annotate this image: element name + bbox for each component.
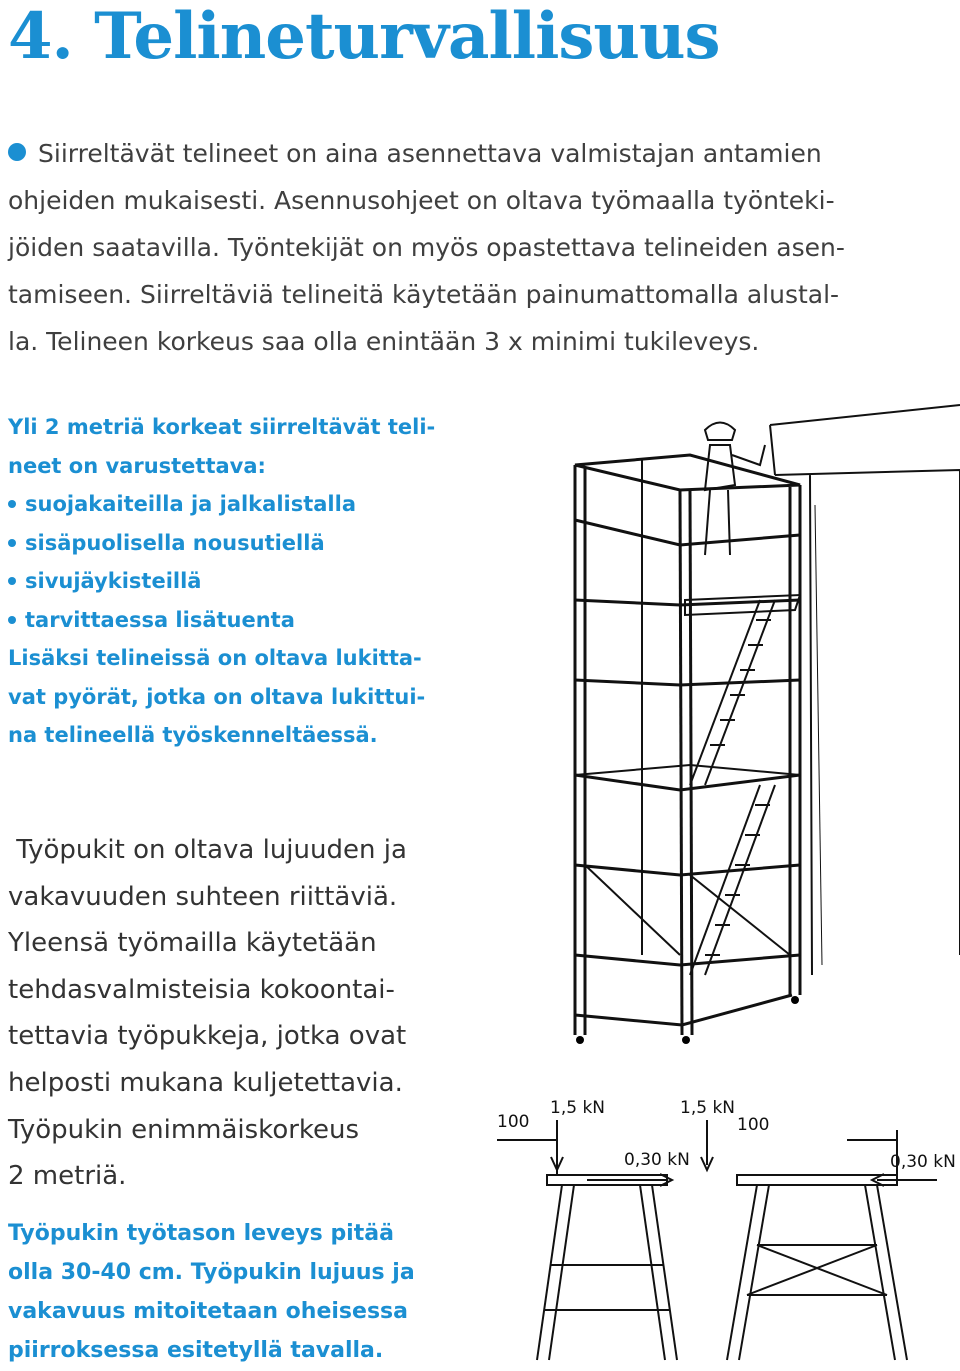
scaffold-after-3: na telineellä työskenneltäessä.: [8, 723, 378, 747]
scaffold-bullet-2: sisäpuolisella nousutiellä: [8, 524, 478, 563]
bullet-icon: [8, 616, 16, 624]
sawhorse-line-8: 2 metriä.: [8, 1161, 127, 1192]
sawhorse-line-6: helposti mukana kuljetettavia.: [8, 1067, 403, 1098]
note-line-3: vakavuus mitoitetaan oheisessa: [8, 1299, 408, 1324]
bullet-icon: [8, 577, 16, 585]
sawhorse-line-2: vakavuuden suhteen riittäviä.: [8, 881, 398, 912]
sawhorse-line-7: Työpukin enimmäiskorkeus: [8, 1114, 360, 1145]
sawhorse-line-3: Yleensä työmailla käytetään: [8, 928, 377, 959]
intro-line-5: la. Telineen korkeus saa olla enintään 3 x minimi tukileveys.: [8, 327, 760, 356]
right-dim-label: 100: [737, 1115, 770, 1135]
bullet-icon: [8, 500, 16, 508]
scaffold-bullet-3: sivujäykisteillä: [8, 562, 478, 601]
scaffold-lead-1: Yli 2 metriä korkeat siirreltävät teli-: [8, 415, 436, 439]
bullet-icon: [8, 143, 26, 161]
left-load-label: 1,5 kN: [550, 1098, 606, 1118]
sawhorse-width-note: [8, 1214, 488, 1370]
right-side-load-label: 0,30 kN: [890, 1152, 956, 1172]
left-dim-label: 100: [497, 1112, 530, 1132]
scaffold-after-2: vat pyörät, jotka on oltava lukittui-: [8, 684, 426, 709]
note-line-4: piirroksessa esitetyllä tavalla.: [8, 1338, 384, 1363]
intro-line-4: tamiseen. Siirreltäviä telineitä käytetään painumattomalla alustal-: [8, 280, 840, 309]
sawhorse-line-4: tehdasvalmisteisia kokoontai-: [8, 974, 395, 1005]
intro-line-2: ohjeiden mukaisesti. Asennusohjeet on oltava työmaalla työnteki-: [8, 186, 835, 215]
sawhorse-line-1: Työpukit on oltava lujuuden ja: [16, 835, 407, 865]
scaffold-after-1: Lisäksi telineissä on oltava lukitta-: [8, 646, 422, 670]
scaffold-lead-2: neet on varustettava:: [8, 453, 266, 478]
page-title: 4. Telineturvallisuus: [8, 0, 720, 74]
scaffold-illustration: [560, 395, 960, 1045]
sawhorse-load-diagram: [492, 1095, 960, 1365]
sawhorse-line-5: tettavia työpukkeja, jotka ovat: [8, 1021, 407, 1052]
bullet-icon: [8, 539, 16, 547]
intro-line-1: Siirreltävät telineet on aina asennettava valmistajan antamien: [8, 130, 958, 177]
scaffold-bullet-1: suojakaiteilla ja jalkalistalla: [8, 485, 478, 524]
intro-paragraph: [8, 130, 958, 365]
intro-line-3: jöiden saatavilla. Työntekijät on myös opastettava telineiden asen-: [8, 233, 845, 262]
left-side-load-label: 0,30 kN: [624, 1150, 690, 1170]
scaffold-requirements: [8, 408, 478, 755]
note-line-1: Työpukin työtason leveys pitää: [8, 1221, 394, 1246]
sawhorse-paragraph: [8, 827, 488, 1200]
note-line-2: olla 30-40 cm. Työpukin lujuus ja: [8, 1260, 415, 1285]
right-load-label: 1,5 kN: [680, 1098, 736, 1118]
scaffold-bullet-4: tarvittaessa lisätuenta: [8, 601, 478, 640]
